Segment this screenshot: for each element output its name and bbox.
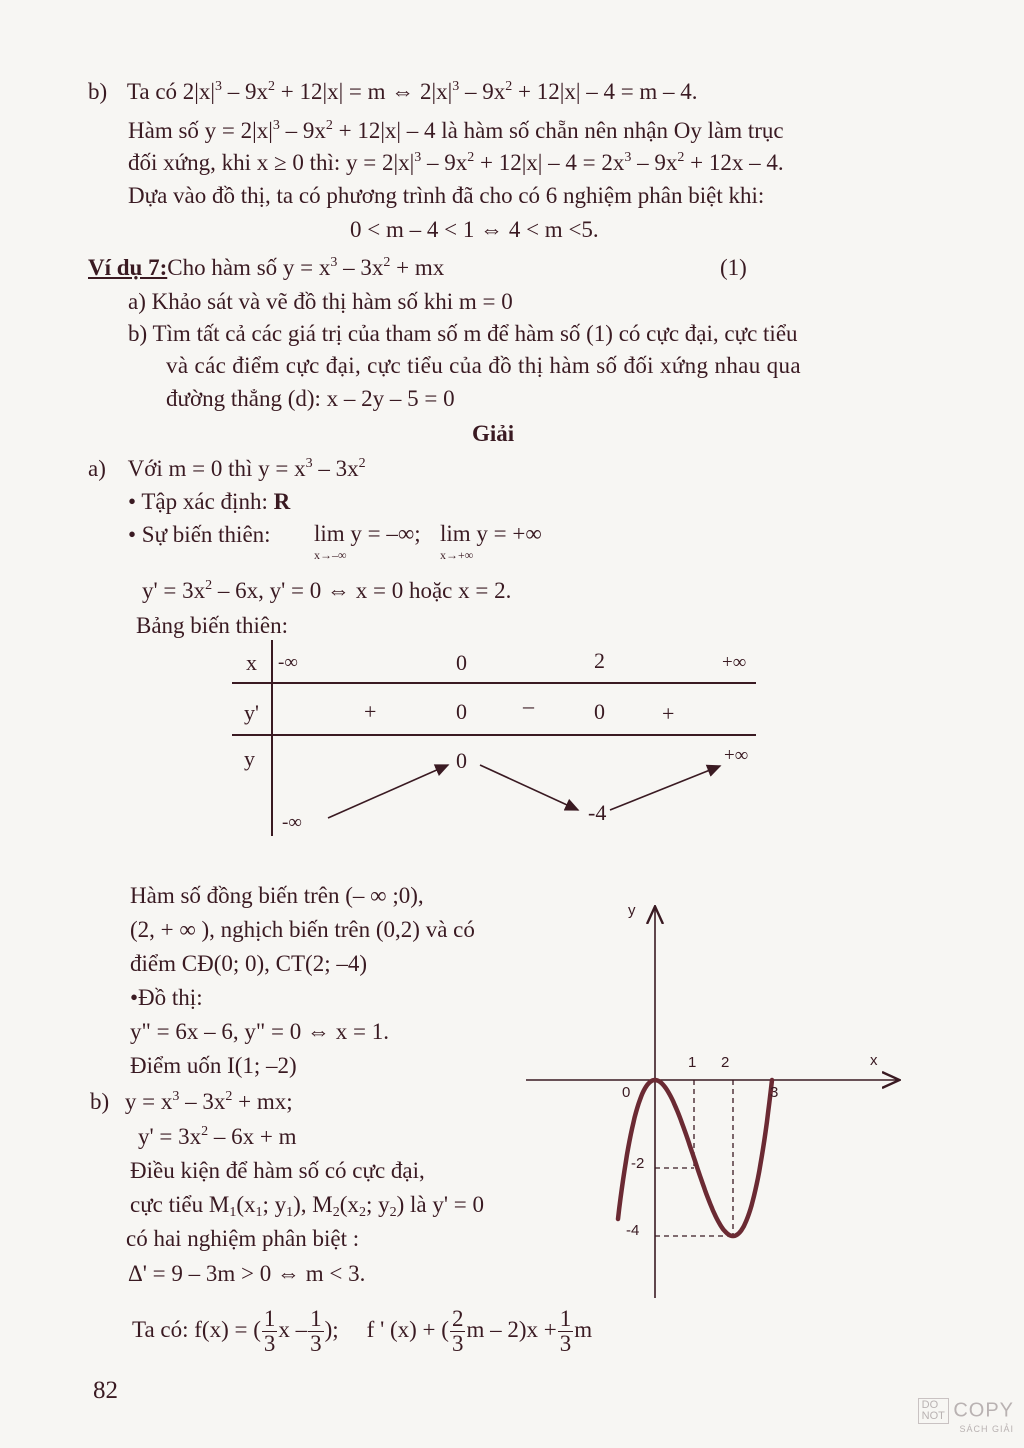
yp-value: – — [523, 693, 534, 718]
text: – 9x — [421, 150, 468, 175]
text: • Tập xác định: — [128, 489, 274, 514]
text: cực tiểu M — [130, 1192, 230, 1217]
text: + 12|x| – 4 = m – 4. — [512, 79, 698, 104]
solution-b-line5: có hai nghiệm phân biệt : — [126, 1226, 360, 1251]
table-y-label: y — [244, 746, 255, 771]
solution-b-line2: $y' = 3x^2 - 6x + m$ — [138, 1124, 297, 1149]
x-value: 0 — [456, 650, 467, 675]
x-value: -∞ — [278, 652, 298, 673]
limit-expr: lim y = –∞; — [314, 521, 421, 546]
y-value: 0 — [456, 748, 467, 773]
graph-tick-3: 3 — [770, 1084, 779, 1101]
prev-b-line3: đối xứng, khi x ≥ 0 thì: $y = 2|x|^3 - 9x^2 + 12|x| - 4 = 2x^3 - 9x^2 + 12x - 4$. — [128, 150, 784, 175]
text: Ta có: f(x) = ( — [132, 1317, 261, 1342]
text: y' = 3x — [138, 1124, 202, 1149]
x-value: +∞ — [722, 652, 747, 673]
text: y = x — [124, 1089, 173, 1114]
label: b) — [90, 1089, 110, 1114]
variation-label: • Sự biến thiên: — [128, 522, 271, 547]
graph-tick-minus4: -4 — [626, 1222, 640, 1239]
y-value: +∞ — [724, 745, 749, 766]
prev-b-line5: 0 < m – 4 < 1 ⇔ 4 < m <5. — [350, 217, 599, 242]
text: đối xứng, khi x ≥ 0 thì: y = 2|x| — [128, 150, 415, 175]
para-6: Điểm uốn I(1; –2) — [130, 1053, 297, 1078]
limit-expr: lim y = +∞ — [440, 521, 542, 546]
domain-set: R — [273, 489, 291, 514]
y-value: -∞ — [282, 812, 302, 833]
solution-b-line1: b) $y = x^3 - 3x^2$ + mx; — [90, 1089, 293, 1114]
text: Cho hàm số y = x — [167, 255, 331, 280]
text: Ta có 2|x| — [126, 79, 215, 104]
text: + 12|x| – 4 = 2x — [474, 150, 625, 175]
graph-y-label: y — [628, 902, 636, 919]
text: – 9x — [222, 79, 268, 104]
example-title-line: Ví dụ 7:Cho hàm số $y = x^3 - 3x^2$ + mx — [88, 255, 445, 280]
example-title: Ví dụ 7: — [88, 255, 168, 280]
fraction: $\frac{1}{3}$ — [263, 1306, 276, 1357]
text: + mx; — [232, 1089, 293, 1114]
label: b) — [88, 79, 108, 104]
limit-sub: x→+∞ — [440, 548, 474, 562]
solution-a-line: a) Với m = 0 thì $y = x^3 - 3x^2$ — [88, 456, 366, 481]
text: Với m = 0 thì y = x — [127, 456, 306, 481]
table-x-label: x — [246, 650, 257, 675]
yp-value: 0 — [456, 699, 467, 724]
text: ; y — [262, 1192, 287, 1217]
solution-b-line3: Điều kiện để hàm số có cực đại, — [130, 1158, 425, 1183]
text: + 12|x| – 4 là hàm số chẵn nên nhận Oy làm trục — [332, 118, 784, 143]
para-4: •Đồ thị: — [130, 985, 203, 1010]
para-3: điểm CĐ(0; 0), CT(2; –4) — [130, 951, 367, 976]
graph-tick-1: 1 — [688, 1054, 697, 1071]
text: – 9x — [631, 150, 678, 175]
text: (x — [236, 1192, 256, 1217]
text: y' = 3x — [142, 578, 206, 603]
graph-x-label: x — [870, 1052, 878, 1069]
text: f ' (x) + ( — [366, 1317, 449, 1342]
derivative-line: $y' = 3x^2 - 6x$, y' = 0 ⇔ x = 0 hoặc x = 2. — [142, 578, 512, 603]
para-1: Hàm số đồng biến trên (– ∞ ;0), — [130, 883, 424, 908]
fraction: $\frac{2}{3}$ — [451, 1306, 464, 1357]
yp-value: + — [662, 701, 675, 726]
solution-b-line4: cực tiểu $M_1(x_1$; $y_1$), $M_2(x_2$; $y_2$) là y' = 0 — [130, 1192, 484, 1220]
text: + 12x – 4. — [684, 150, 784, 175]
text: ), M — [293, 1192, 333, 1217]
prev-b-line4: Dựa vào đồ thị, ta có phương trình đã cho có 6 nghiệm phân biệt khi: — [128, 183, 765, 208]
graph-tick-minus2: -2 — [631, 1155, 645, 1172]
fraction: $\frac{1}{3}$ — [310, 1306, 322, 1357]
watermark-logo — [918, 1398, 1014, 1434]
watermark-copy: COPY — [953, 1399, 1014, 1422]
text: ) là y' = 0 — [396, 1192, 484, 1217]
yp-value: 0 — [594, 699, 605, 724]
yp-value: + — [364, 699, 377, 724]
text: – 9x — [279, 118, 326, 143]
text: m — [574, 1317, 593, 1342]
text: x – — [278, 1317, 308, 1342]
example-b1: b) Tìm tất cả các giá trị của tham số m để hàm số (1) có cực đại, cực tiểu — [128, 321, 798, 346]
solution-heading: Giải — [472, 421, 515, 446]
text: ; y — [365, 1192, 390, 1217]
graph-tick-2: 2 — [721, 1054, 730, 1071]
text: (x — [339, 1192, 359, 1217]
text: – 6x + m — [208, 1124, 297, 1149]
example-b2: và các điểm cực đại, cực tiểu của đồ thị hàm số đối xứng nhau qua — [166, 353, 801, 378]
text: Hàm số y = 2|x| — [128, 118, 273, 143]
table-yp-label: y' — [244, 700, 259, 725]
text: – 9x — [459, 79, 506, 104]
example-b3: đường thẳng (d): x – 2y – 5 = 0 — [166, 386, 455, 411]
text: + 12|x| = m ⇔ 2|x| — [275, 79, 453, 104]
text: ); — [324, 1317, 339, 1342]
text: + mx — [390, 255, 445, 280]
y-value: -4 — [588, 800, 607, 825]
equation-number: (1) — [720, 255, 747, 280]
para-5: y" = 6x – 6, y" = 0 ⇔ x = 1. — [130, 1019, 389, 1044]
text: – 3x — [337, 255, 384, 280]
text: m – 2)x + — [466, 1317, 557, 1342]
x-value: 2 — [594, 648, 605, 673]
watermark-not: NOT — [921, 1410, 945, 1422]
watermark-brand: SÁCH GIẢI — [959, 1424, 1014, 1434]
prev-b-line2: Hàm số $y = 2|x|^3 - 9x^2 + 12|x| - 4$ là hàm số chẵn nên nhận Oy làm trục — [128, 118, 784, 143]
prev-b-line1: b) Ta có $2|x|^3 - 9x^2 + 12|x| = m$ ⇔ $2|x|^3 - 9x^2 + 12|x| - 4 = m - 4$. — [88, 79, 698, 104]
example-a: a) Khảo sát và vẽ đồ thị hàm số khi m = 0 — [128, 289, 513, 314]
solution-b-line6: Δ' = 9 – 3m > 0 ⇔ m < 3. — [128, 1261, 366, 1286]
watermark-do: DO — [921, 1399, 939, 1411]
page-number: 82 — [93, 1377, 118, 1404]
text: – 3x — [179, 1089, 226, 1114]
label: a) — [88, 456, 106, 481]
text: – 3x — [312, 456, 359, 481]
para-2: (2, + ∞ ), nghịch biến trên (0,2) và có — [130, 917, 475, 942]
graph-origin-label: 0 — [622, 1084, 631, 1101]
text: – 6x, y' = 0 ⇔ x = 0 hoặc x = 2. — [212, 578, 512, 603]
limit-sub: x→–∞ — [314, 548, 347, 562]
fraction: $\frac{1}{3}$ — [559, 1306, 572, 1357]
table-label: Bảng biến thiên: — [136, 613, 289, 638]
